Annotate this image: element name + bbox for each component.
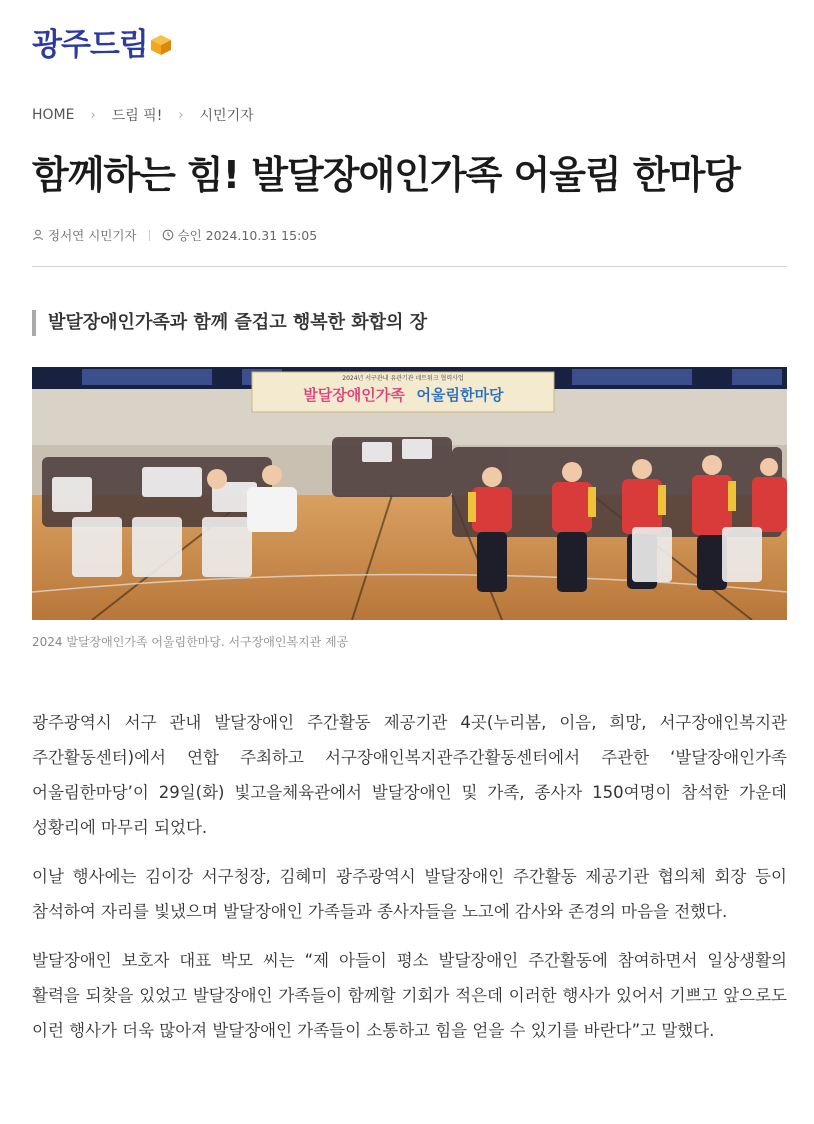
- box-icon: [150, 34, 172, 56]
- publish-date: 승인 2024.10.31 15:05: [177, 228, 318, 243]
- article-paragraph: 발달장애인 보호자 대표 박모 씨는 “제 아들이 평소 발달장애인 주간활동에 참여하면서 일상생활의 활력을 되찾을 있었고 발달장애인 가족들이 함께할 기회가 적은데 이러한 행사가 있어서 기쁘고 앞으로도 이런 행사가 더욱 많아져 발달장애인 가족들이 소통하고 힘을 얻을 수 있기를 바란다”고 말했다.: [32, 951, 787, 1040]
- author-name[interactable]: 정서연 시민기자: [48, 228, 137, 243]
- clock-icon: [162, 229, 174, 241]
- banner-title-b: 어울림한마당: [416, 386, 504, 404]
- banner-title-a: 발달장애인가족: [303, 386, 405, 404]
- article-paragraph: 광주광역시 서구 관내 발달장애인 주간활동 제공기관 4곳(누리봄, 이음, 희망, 서구장애인복지관 주간활동센터)에서 연합 주최하고 서구장애인복지관주간활동센터에서 주관한 ‘발달장애인가족 어울림한마당’이 29일(화) 빛고을체육관에서 발달장애인 및 가족, 종사자 150여명이 참석한 가운데 성황리에 마무리 되었다.: [32, 713, 787, 837]
- chevron-right-icon: ›: [90, 107, 96, 123]
- article-subtitle: 발달장애인가족과 함께 즐겁고 행복한 화합의 장: [32, 310, 427, 336]
- breadcrumb-home[interactable]: HOME: [32, 107, 75, 123]
- article-photo[interactable]: [32, 367, 787, 620]
- breadcrumb-citizen-reporter[interactable]: 시민기자: [199, 108, 254, 124]
- person-icon: [32, 229, 44, 241]
- article-body: [32, 705, 787, 1062]
- breadcrumb-dream-pick[interactable]: 드림 픽!: [111, 108, 163, 124]
- page-title: 함께하는 힘! 발달장애인가족 어울림 한마당: [32, 153, 740, 197]
- site-logo[interactable]: [32, 18, 172, 64]
- photo-caption: 2024 발달장애인가족 어울림한마당. 서구장애인복지관 제공: [32, 635, 349, 649]
- breadcrumb: [32, 105, 254, 125]
- article-meta: [32, 226, 317, 244]
- chevron-right-icon: ›: [178, 107, 184, 123]
- article-paragraph: 이날 행사에는 김이강 서구청장, 김혜미 광주광역시 발달장애인 주간활동 제공기관 협의체 회장 등이 참석하여 자리를 빛냈으며 발달장애인 가족들과 종사자들을 노고에 감사와 존경의 마음을 전했다.: [32, 867, 787, 921]
- logo-text: 광주드림: [32, 26, 148, 63]
- divider: [32, 266, 787, 267]
- meta-divider: [149, 230, 150, 241]
- banner-small-text: 2024년 서구관내 유관기관 네트워크 협력사업: [342, 375, 464, 382]
